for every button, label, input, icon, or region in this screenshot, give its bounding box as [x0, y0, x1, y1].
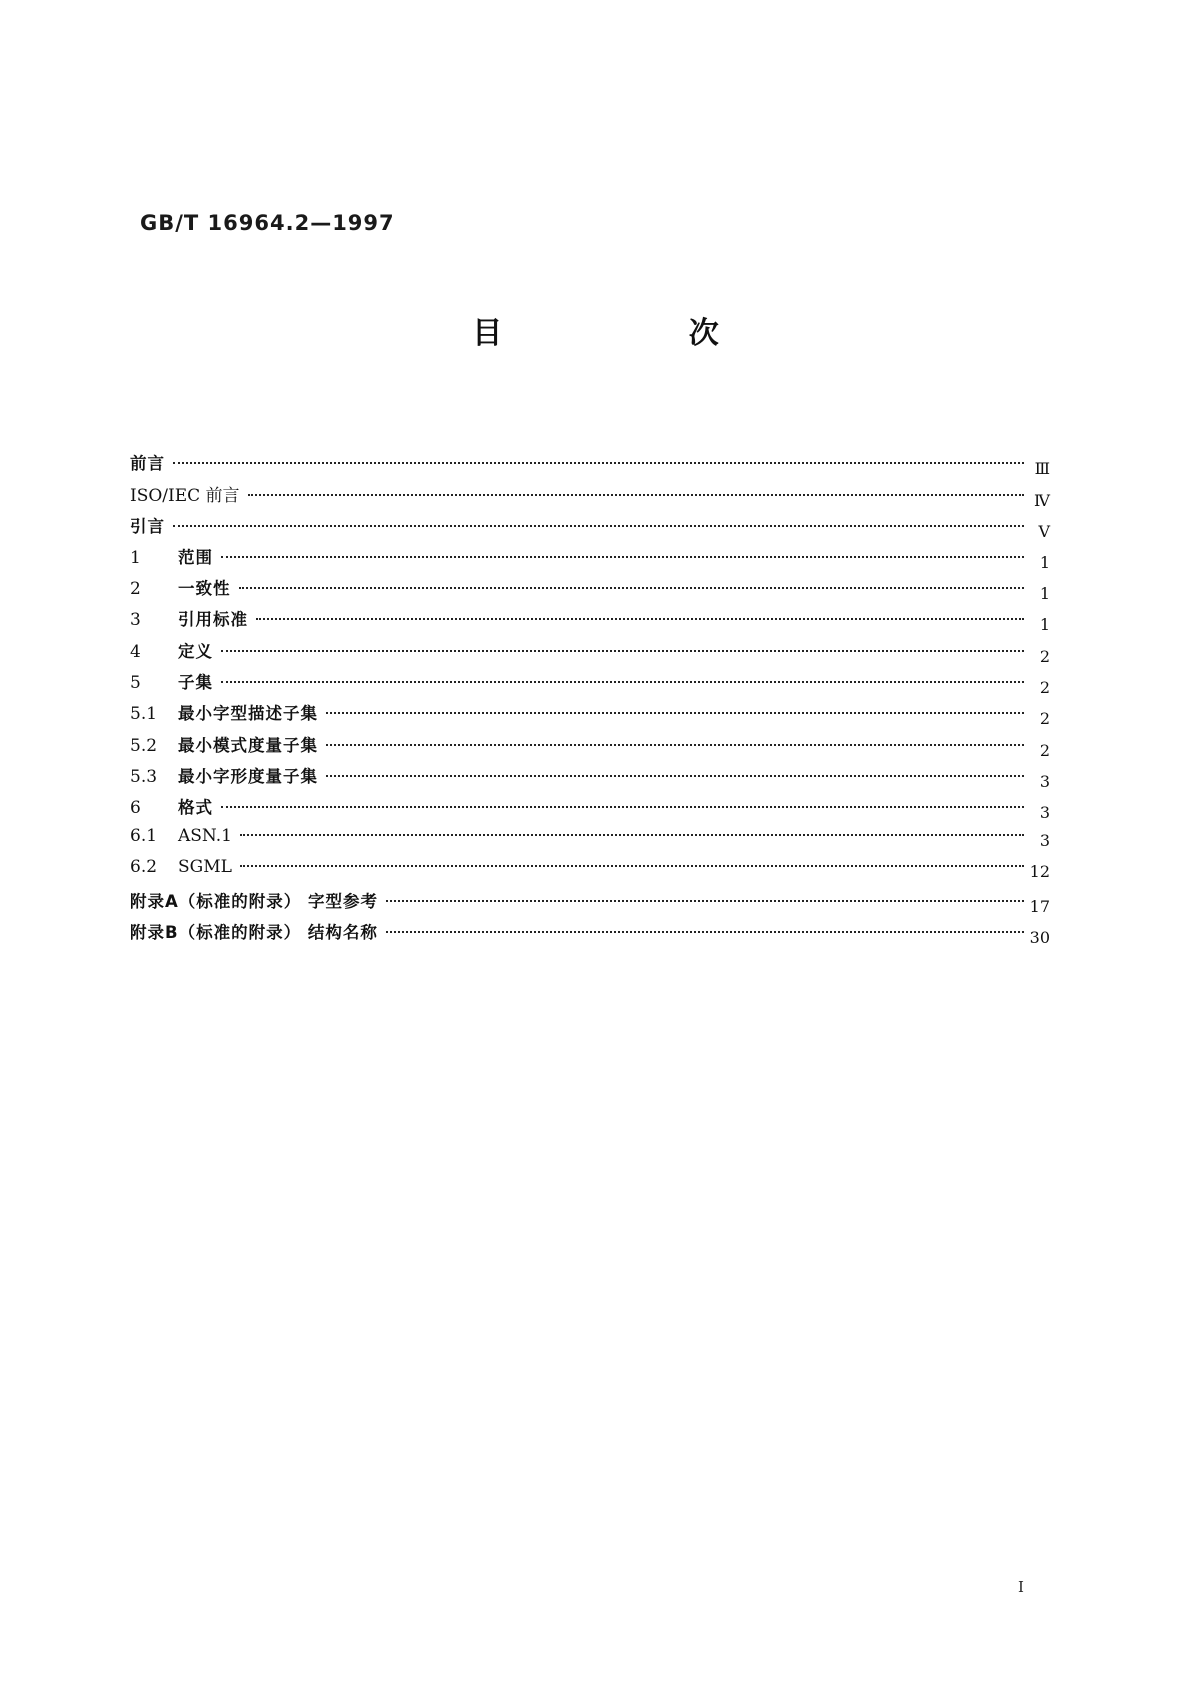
toc-leader — [221, 556, 1024, 558]
toc-entry-text: 引言 — [130, 516, 165, 536]
toc-entry-number: 4 — [130, 641, 141, 662]
toc-entry[interactable] — [130, 575, 1050, 606]
toc-entry-text: 定义 — [178, 641, 213, 661]
toc-entry[interactable] — [130, 700, 1050, 731]
toc-title: 目 次 — [472, 316, 807, 351]
standard-number: GB/T 16964.2—1997 — [140, 211, 395, 235]
toc-entry-text: 范围 — [178, 547, 213, 567]
toc-entry-text: 子集 — [178, 673, 213, 693]
page-number: I — [1018, 1578, 1024, 1596]
toc-entry-page: 2 — [1039, 646, 1050, 666]
toc-entry-number: 6 — [130, 798, 141, 819]
toc-entry[interactable] — [130, 888, 1050, 919]
toc-entry-number: 5 — [130, 673, 141, 694]
toc-entry-number: 5.1 — [130, 704, 158, 725]
toc-leader — [240, 865, 1024, 867]
toc-entry[interactable] — [130, 857, 1050, 888]
toc-entry-page: 3 — [1039, 830, 1050, 850]
toc-entry-text: 引用标准 — [178, 610, 248, 630]
toc-entry[interactable] — [130, 919, 1050, 950]
toc-leader — [326, 712, 1024, 714]
toc-entry[interactable] — [130, 481, 1050, 512]
toc-entry-text: 一致性 — [178, 579, 231, 599]
toc-entry-text: 格式 — [178, 798, 213, 818]
toc-entry-page: 1 — [1039, 552, 1050, 572]
toc-entry-page: 30 — [1029, 928, 1050, 948]
toc-entry-page: 2 — [1039, 709, 1050, 729]
toc-leader — [386, 931, 1024, 933]
toc-entry-text: 最小字形度量子集 — [178, 766, 318, 786]
toc-entry-text: 附录B（标准的附录） 结构名称 — [130, 923, 378, 943]
toc-entry-page: 2 — [1039, 740, 1050, 760]
toc-entry-page: 3 — [1039, 771, 1050, 791]
toc-leader — [256, 618, 1024, 620]
toc-leader — [173, 462, 1024, 464]
toc-entry-number: 5.2 — [130, 735, 158, 756]
toc-entry-page: 2 — [1039, 678, 1050, 698]
toc-entry[interactable] — [130, 638, 1050, 669]
toc-entry[interactable] — [130, 732, 1050, 763]
toc-entry-page: 17 — [1029, 897, 1050, 917]
toc-leader — [326, 775, 1024, 777]
toc-leader — [386, 900, 1024, 902]
toc-leader — [240, 834, 1024, 836]
toc-leader — [326, 744, 1024, 746]
toc-entry-number: 6.2 — [130, 856, 158, 877]
toc-entry[interactable] — [130, 763, 1050, 794]
toc-entry-text: 最小字型描述子集 — [178, 704, 318, 724]
toc-entry-text: 前言 — [130, 454, 165, 473]
toc-entry-page: 3 — [1039, 803, 1050, 823]
toc-entry-text: 附录A（标准的附录） 字型参考 — [130, 892, 379, 912]
toc-entry[interactable] — [130, 450, 1050, 481]
toc-leader — [173, 525, 1024, 527]
toc-leader — [221, 806, 1024, 808]
toc-entry-page: 12 — [1029, 861, 1050, 881]
toc-entry[interactable] — [130, 513, 1050, 544]
toc-entry-number: 6.1 — [130, 825, 158, 846]
toc-leader — [221, 681, 1024, 683]
toc-entry-text: ISO/IEC 前言 — [130, 486, 240, 507]
toc-entry-number: 1 — [130, 547, 141, 568]
toc-entry[interactable] — [130, 794, 1050, 825]
table-of-contents — [130, 450, 1050, 951]
toc-entry-number: 2 — [130, 579, 141, 600]
toc-entry-page: Ⅴ — [1038, 521, 1050, 541]
toc-entry-number: 3 — [130, 610, 141, 631]
toc-entry[interactable] — [130, 669, 1050, 700]
toc-entry[interactable] — [130, 544, 1050, 575]
toc-leader — [221, 650, 1024, 652]
toc-entry-page: 1 — [1039, 584, 1050, 604]
toc-entry-page: Ⅲ — [1034, 459, 1050, 478]
toc-entry[interactable] — [130, 606, 1050, 637]
toc-leader — [248, 494, 1024, 496]
toc-entry-text: 最小模式度量子集 — [178, 735, 318, 755]
toc-entry-text: ASN.1 — [178, 825, 232, 846]
toc-entry-page: Ⅳ — [1034, 491, 1050, 511]
toc-entry[interactable] — [130, 826, 1050, 857]
toc-entry-number: 5.3 — [130, 766, 158, 787]
toc-entry-text: SGML — [178, 856, 232, 877]
toc-entry-page: 1 — [1039, 615, 1050, 635]
toc-leader — [239, 587, 1025, 589]
